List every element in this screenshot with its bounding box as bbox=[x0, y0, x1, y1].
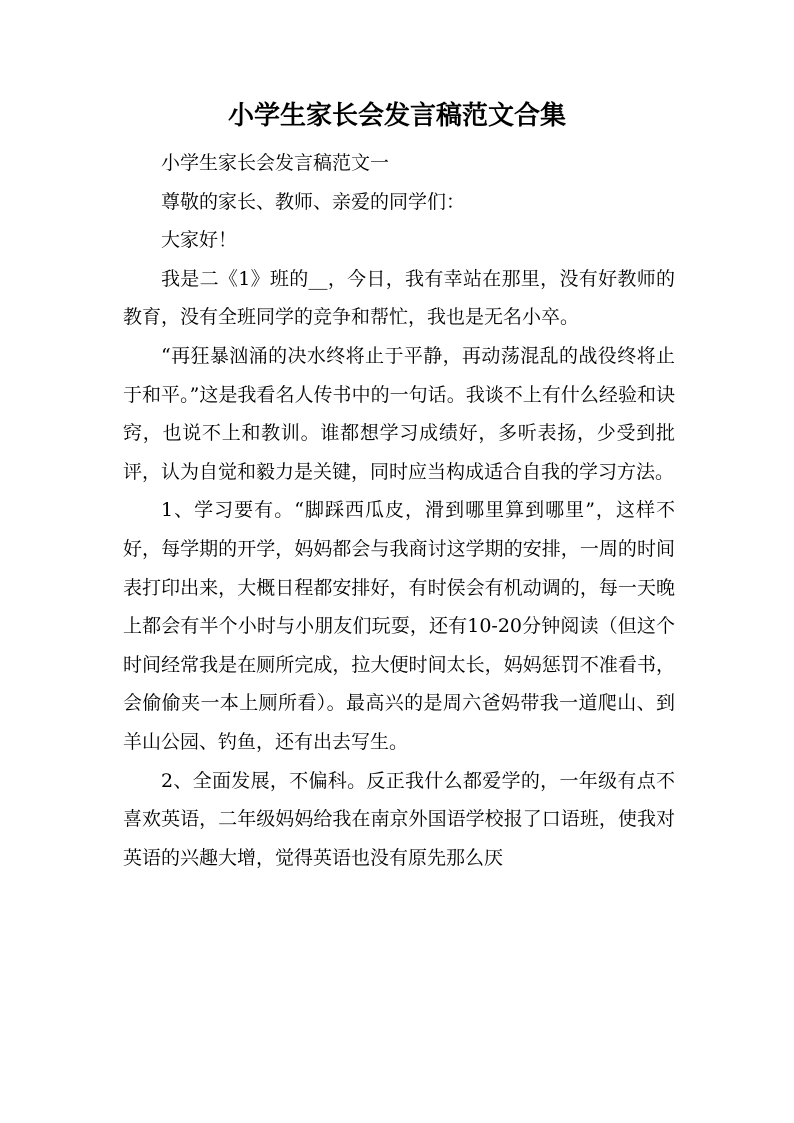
paragraph-subtitle: 小学生家长会发言稿范文一 bbox=[161, 152, 390, 174]
paragraph-quote: “再狂暴汹涌的决水终将止于平静，再动荡混乱的战役终将止于和平。”这是我看名人传书中的一句话。我谈不上有什么经验和诀窍，也说不上和教训。谁都想学习成绩好，多听表扬，少受到批评，认为自觉和毅力是关键，同时应当构成适合自我的学习方法。 bbox=[123, 344, 675, 483]
document-title: 小学生家长会发言稿范文合集 bbox=[227, 101, 566, 131]
document-body bbox=[123, 144, 675, 877]
paragraph-introduction: 我是二《1》班的__，今日，我有幸站在那里，没有好教师的教育，没有全班同学的竞争和帮忙，我也是无名小卒。 bbox=[123, 267, 675, 329]
paragraph-point-1: 1、学习要有。“脚踩西瓜皮，滑到哪里算到哪里”，这样不好，每学期的开学，妈妈都会与我商讨这学期的安排，一周的时间表打印出来，大概日程都安排好，有时侯会有机动调的，每一天晚上都会有半个小时与小朋友们玩耍，还有10-20分钟阅读（但这个时间经常我是在厕所完成，拉大便时间太长，妈妈惩罚不准看书，会偷偷夹一本上厕所看）。最高兴的是周六爸妈带我一道爬山、到羊山公园、钓鱼，还有出去写生。 bbox=[123, 499, 675, 753]
paragraph-greeting: 大家好！ bbox=[161, 229, 238, 252]
paragraph-point-2: 2、全面发展，不偏科。反正我什么都爱学的，一年级有点不喜欢英语，二年级妈妈给我在南京外国语学校报了口语班，使我对英语的兴趣大增，觉得英语也没有原先那么厌 bbox=[123, 769, 675, 869]
paragraph-salutation: 尊敬的家长、教师、亲爱的同学们： bbox=[161, 190, 466, 213]
